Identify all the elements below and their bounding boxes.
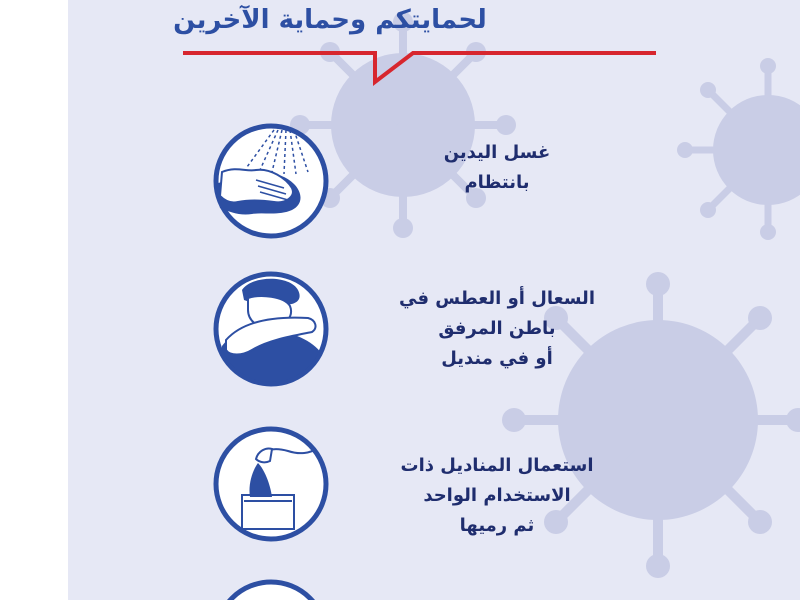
tip-line: غسل اليدين — [443, 142, 551, 163]
tip-cough-elbow — [0, 270, 800, 390]
tip-line: الاستخدام الواحد — [423, 485, 571, 506]
tissue-box-icon — [212, 425, 330, 543]
tip-line: باطن المرفق — [438, 318, 556, 339]
tip-caption — [372, 138, 622, 198]
cough-elbow-icon — [212, 270, 330, 388]
tip-hand-washing — [0, 122, 800, 242]
tip-line: استعمال المناديل ذات — [400, 455, 594, 476]
partial-tip-icon — [212, 578, 330, 600]
page-title: لحمايتكم وحماية الآخرين — [173, 5, 487, 35]
tip-caption — [372, 451, 622, 541]
tip-caption — [372, 284, 622, 374]
tip-line: بانتظام — [464, 172, 530, 193]
tip-line: ثم رميها — [459, 515, 535, 536]
tip-tissue — [0, 425, 800, 545]
tip-line: أو في منديل — [441, 348, 553, 369]
hand-washing-icon — [212, 122, 330, 240]
tip-line: السعال أو العطس في — [398, 288, 595, 309]
